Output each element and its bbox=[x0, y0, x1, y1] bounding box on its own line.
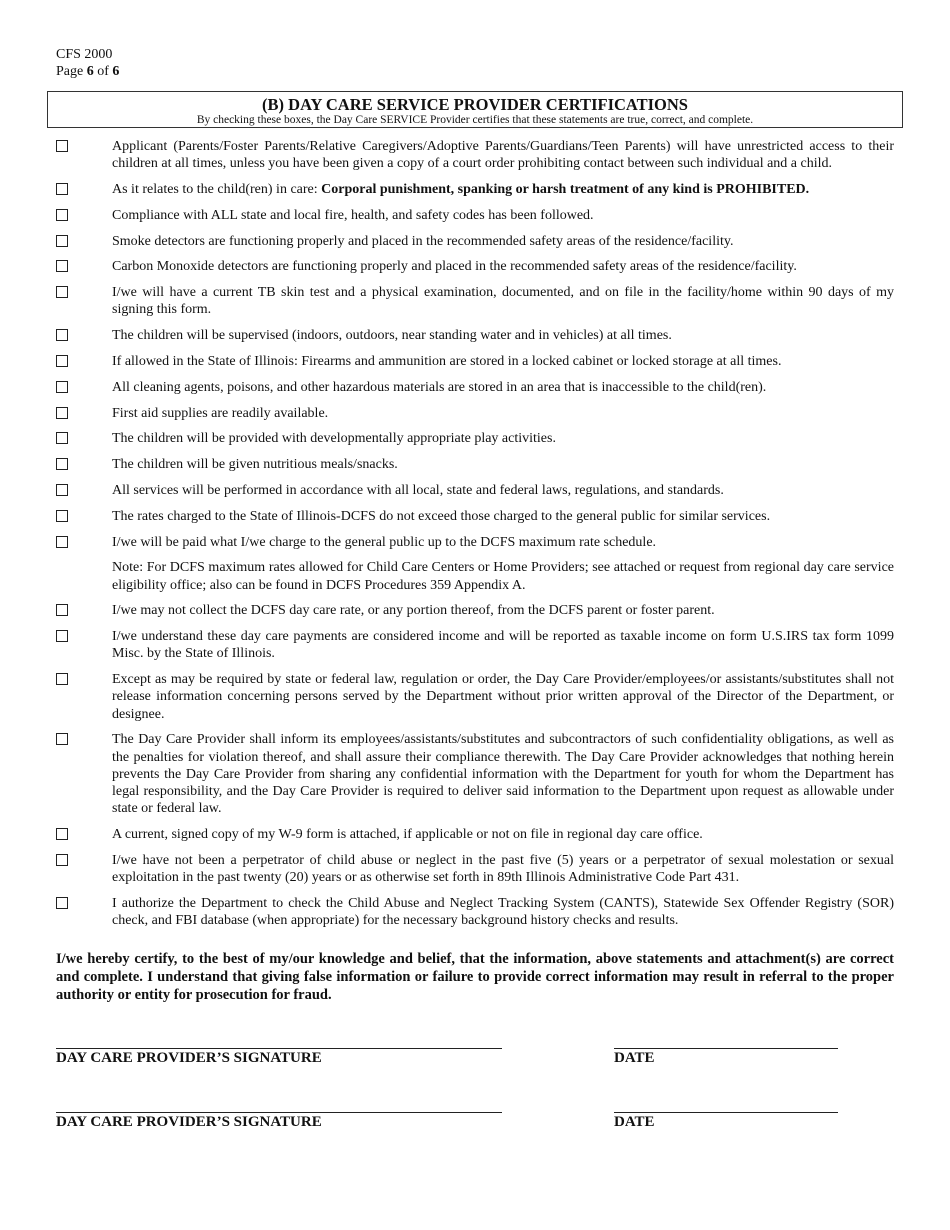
checkbox-cell bbox=[56, 456, 112, 473]
certification-text: I/we will have a current TB skin test and a physical examination, documented, and on file in the facility/home within 90 days of my signing this form. bbox=[112, 285, 894, 318]
certification-text: I/we have not been a perpetrator of child abuse or neglect in the past five (5) years or a perpetrator of sexual molestation or sexual exploitation in the past twenty (20) years or as otherwise set forth in 89th Illinois Administrative Code Part 431. bbox=[112, 852, 894, 885]
certification-checkbox[interactable] bbox=[56, 536, 68, 548]
certification-checkbox[interactable] bbox=[56, 458, 68, 470]
certification-checkbox[interactable] bbox=[56, 183, 68, 195]
certification-checkbox[interactable] bbox=[56, 484, 68, 496]
checkbox-cell bbox=[56, 559, 112, 593]
certification-text: I/we will be paid what I/we charge to the general public up to the DCFS maximum rate schedule. bbox=[112, 534, 657, 550]
certification-item bbox=[56, 430, 894, 447]
certification-checkbox[interactable] bbox=[56, 828, 68, 840]
page-header bbox=[56, 46, 119, 80]
certification-item bbox=[56, 508, 894, 525]
date-label-2: DATE bbox=[614, 1114, 655, 1130]
signature-line-2[interactable] bbox=[56, 1112, 502, 1113]
certification-text: I/we understand these day care payments are considered income and will be reported as taxable income on form U.S.IRS tax form 1099 Misc. by the State of Illinois. bbox=[112, 629, 894, 662]
certification-text: All services will be performed in accordance with all local, state and federal laws, regulations, and standards. bbox=[112, 482, 724, 498]
form-id: CFS 2000 bbox=[56, 47, 113, 62]
date-label-1: DATE bbox=[614, 1050, 655, 1066]
certification-checkbox[interactable] bbox=[56, 355, 68, 367]
date-line-2[interactable] bbox=[614, 1112, 838, 1113]
certification-item bbox=[56, 628, 894, 662]
checkbox-cell bbox=[56, 258, 112, 275]
certification-checkbox[interactable] bbox=[56, 630, 68, 642]
checkbox-cell bbox=[56, 405, 112, 422]
certification-item bbox=[56, 895, 894, 929]
certification-checkbox[interactable] bbox=[56, 432, 68, 444]
certification-text: The children will be given nutritious meals/snacks. bbox=[112, 457, 398, 473]
checkbox-cell bbox=[56, 138, 112, 172]
certification-text: The children will be supervised (indoors, outdoors, near standing water and in vehicles) at all times. bbox=[112, 328, 672, 344]
certification-text: Note: For DCFS maximum rates allowed for Child Care Centers or Home Providers; see attached or request from regional day care service eligibility office; also can be found in DCFS Procedures 359 Appendix A. bbox=[112, 560, 894, 593]
certification-text: The Day Care Provider shall inform its employees/assistants/substitutes and subcontractors of such confidentiality obligations, as well as the penalties for violation thereof, and shall assure their compliance therewith. The Day Care Provider acknowledges that nothing herein prevents the Day Care Provider from sharing any confidential information with the Department for youth for whom the Department has legal responsibility, and the Day Care Provider is required to deliver said information to the Department upon request as allowable under state or federal law. bbox=[112, 732, 894, 817]
section-subtitle: By checking these boxes, the Day Care SERVICE Provider certifies that these statements are true, correct, and complete. bbox=[196, 114, 754, 126]
checkbox-cell bbox=[56, 731, 112, 817]
certification-item bbox=[56, 353, 894, 370]
certification-text: The rates charged to the State of Illinois-DCFS do not exceed those charged to the general public for similar services. bbox=[112, 508, 771, 524]
certification-emphasis: Corporal punishment, spanking or harsh treatment of any kind is PROHIBITED. bbox=[321, 182, 810, 197]
certification-item bbox=[56, 602, 894, 619]
checkbox-cell bbox=[56, 284, 112, 318]
checkbox-cell bbox=[56, 534, 112, 551]
certification-text: If allowed in the State of Illinois: Firearms and ammunition are stored in a locked cabinet or locked storage at all times. bbox=[112, 353, 782, 369]
certification-text: As it relates to the child(ren) in care: Corporal punishment, spanking or harsh treatment of any kind is PROHIBITED. bbox=[112, 182, 810, 197]
certification-item bbox=[56, 482, 894, 499]
certification-item bbox=[56, 138, 894, 172]
checkbox-cell bbox=[56, 852, 112, 886]
certification-text: Except as may be required by state or federal law, regulation or order, the Day Care Provider/employees/or assistants/substitutes shall not release information concerning persons served by the Department without prior written approval of the Director of the Department, or designee. bbox=[112, 672, 894, 722]
signature-label-2: DAY CARE PROVIDER’S SIGNATURE bbox=[56, 1114, 322, 1130]
checkbox-cell bbox=[56, 327, 112, 344]
certification-list bbox=[56, 138, 894, 938]
certification-checkbox[interactable] bbox=[56, 140, 68, 152]
certification-item bbox=[56, 671, 894, 723]
certification-checkbox[interactable] bbox=[56, 407, 68, 419]
certification-text: Compliance with ALL state and local fire, health, and safety codes has been followed. bbox=[112, 207, 594, 223]
page-number: Page 6 of 6 bbox=[56, 64, 120, 79]
checkbox-cell bbox=[56, 628, 112, 662]
checkbox-cell bbox=[56, 207, 112, 224]
checkbox-cell bbox=[56, 181, 112, 198]
certification-statement: I/we hereby certify, to the best of my/our knowledge and belief, that the information, above statements and attachment(s) are correct and complete. I understand that giving false information or failure to provide correct information may result in referral to the proper authority or entity for prosecution for fraud. bbox=[56, 951, 894, 1003]
certification-text: First aid supplies are readily available. bbox=[112, 405, 329, 421]
certification-item bbox=[56, 284, 894, 318]
certification-item bbox=[56, 405, 894, 422]
certification-item bbox=[56, 327, 894, 344]
certification-item bbox=[56, 379, 894, 396]
certification-checkbox[interactable] bbox=[56, 854, 68, 866]
certification-item bbox=[56, 852, 894, 886]
certification-text: I authorize the Department to check the Child Abuse and Neglect Tracking System (CANTS), Statewide Sex Offender Registry (SOR) check, and FBI database (when appropriate) for the necessary background history checks and results. bbox=[112, 895, 894, 928]
checkbox-cell bbox=[56, 430, 112, 447]
signature-label-1: DAY CARE PROVIDER’S SIGNATURE bbox=[56, 1050, 322, 1066]
certification-checkbox[interactable] bbox=[56, 673, 68, 685]
certification-text: Carbon Monoxide detectors are functioning properly and placed in the recommended safety areas of the residence/facility. bbox=[112, 259, 797, 275]
certification-item bbox=[56, 456, 894, 473]
certification-checkbox[interactable] bbox=[56, 286, 68, 298]
certification-text: Smoke detectors are functioning properly and placed in the recommended safety areas of the residence/facility. bbox=[112, 233, 734, 249]
certification-checkbox[interactable] bbox=[56, 733, 68, 745]
section-title-box bbox=[47, 91, 903, 128]
certification-checkbox[interactable] bbox=[56, 329, 68, 341]
certification-item bbox=[56, 181, 894, 198]
certification-item bbox=[56, 534, 894, 551]
signature-line-1[interactable] bbox=[56, 1048, 502, 1049]
certification-checkbox[interactable] bbox=[56, 604, 68, 616]
certification-checkbox[interactable] bbox=[56, 260, 68, 272]
checkbox-cell bbox=[56, 602, 112, 619]
certification-item bbox=[56, 233, 894, 250]
checkbox-cell bbox=[56, 508, 112, 525]
checkbox-cell bbox=[56, 379, 112, 396]
checkbox-cell bbox=[56, 353, 112, 370]
certification-checkbox[interactable] bbox=[56, 235, 68, 247]
certification-item bbox=[56, 731, 894, 817]
certification-text: I/we may not collect the DCFS day care rate, or any portion thereof, from the DCFS parent or foster parent. bbox=[112, 603, 715, 619]
checkbox-cell bbox=[56, 482, 112, 499]
certification-item bbox=[56, 826, 894, 843]
date-line-1[interactable] bbox=[614, 1048, 838, 1049]
checkbox-cell bbox=[56, 671, 112, 723]
checkbox-cell bbox=[56, 233, 112, 250]
certification-item bbox=[56, 258, 894, 275]
certification-text: Applicant (Parents/Foster Parents/Relative Caregivers/Adoptive Parents/Guardians/Teen Parents) will have unrestricted access to their children at all times, unless you have been given a copy of a court order prohibiting contact between such individual and a child. bbox=[112, 139, 894, 172]
certification-item bbox=[56, 559, 894, 593]
section-title: (B) DAY CARE SERVICE PROVIDER CERTIFICATIONS bbox=[262, 95, 688, 114]
certification-checkbox[interactable] bbox=[56, 381, 68, 393]
certification-checkbox[interactable] bbox=[56, 209, 68, 221]
checkbox-cell bbox=[56, 895, 112, 929]
certification-checkbox[interactable] bbox=[56, 510, 68, 522]
checkbox-cell bbox=[56, 826, 112, 843]
certification-text: A current, signed copy of my W-9 form is attached, if applicable or not on file in regional day care office. bbox=[112, 826, 703, 842]
certification-text: All cleaning agents, poisons, and other hazardous materials are stored in an area that is inaccessible to the child(ren). bbox=[112, 379, 767, 395]
certification-item bbox=[56, 207, 894, 224]
certification-text: The children will be provided with developmentally appropriate play activities. bbox=[112, 431, 556, 447]
certification-checkbox[interactable] bbox=[56, 897, 68, 909]
